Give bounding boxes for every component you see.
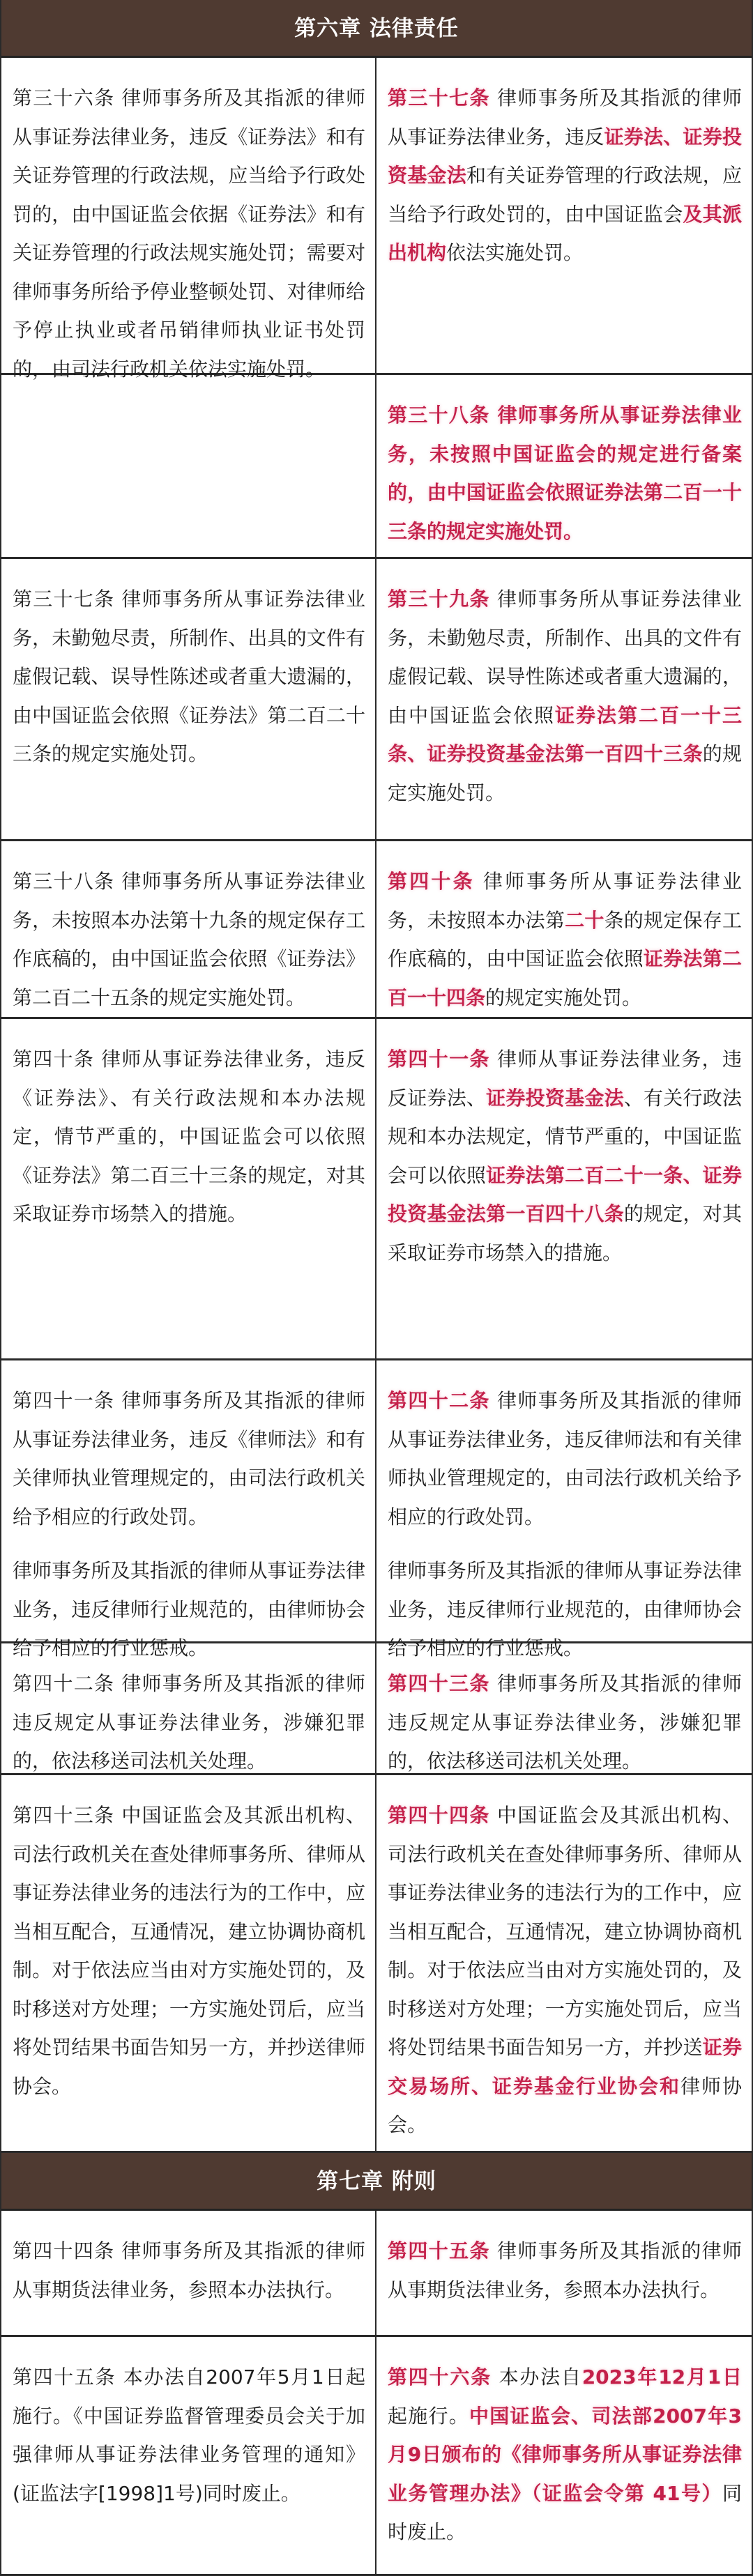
article-text: 第三十八条 律师事务所从事证券法律业务，未按照本办法第十九条的规定保存工作底稿的，由中国证监会依照《证券法》第二百二十五条的规定实施处罚。 — [13, 870, 365, 1009]
article-paragraph — [13, 1381, 365, 1536]
old-article-cell — [1, 1360, 376, 1659]
article-paragraph — [388, 2232, 742, 2309]
highlighted-text: 第四十三条 — [388, 1672, 490, 1695]
old-article-cell — [1, 1643, 376, 1773]
highlighted-text: 第三十八条 律师事务所从事证券法律业务，未按照中国证监会的规定进行备案的，由中国证监会依照证券法第二百一十三条的规定实施处罚。 — [388, 404, 742, 543]
table-row — [1, 559, 752, 841]
article-text: 律师协会。 — [388, 2074, 742, 2136]
article-paragraph — [13, 862, 365, 1017]
table-row — [1, 1775, 752, 2153]
highlighted-text: 证券法第二百一十三条、证券投资基金法第一百四十三条 — [388, 703, 742, 765]
article-text: 的规定实施处罚。 — [388, 742, 742, 804]
article-paragraph — [13, 1040, 365, 1234]
chapter-header: 第七章 附则 — [1, 2153, 752, 2211]
table-row — [1, 58, 752, 381]
chapter-header: 第六章 法律责任 — [1, 0, 752, 58]
old-article-cell — [1, 2337, 376, 2574]
highlighted-text: 二十 — [565, 908, 604, 932]
table-row — [1, 1360, 752, 1659]
highlighted-text: 证券投资基金法 — [486, 1086, 624, 1110]
highlighted-text: 第三十九条 — [388, 588, 490, 611]
highlighted-text: 第四十四条 — [388, 1804, 490, 1827]
highlighted-text: 中国证监会、司法部2007年3月9日颁布的《律师事务所从事证券法律业务管理办法》（证监会令第 41号） — [388, 2404, 742, 2505]
article-text: 同时废止。 — [388, 2481, 742, 2543]
article-text: 起施行。 — [388, 2404, 469, 2428]
old-article-cell — [1, 841, 376, 1017]
article-paragraph — [388, 862, 742, 1017]
article-text: 中国证监会及其派出机构、司法行政机关在查处律师事务所、律师从事证券法律业务的违法行为的工作中，应当相互配合，互通情况，建立协调协商机制。对于依法应当由对方实施处罚的，及时移送对方处理；一方实施处罚后，应当将处罚结果书面告知另一方，并抄送 — [388, 1804, 742, 2059]
new-article-cell — [376, 2211, 752, 2335]
highlighted-text: 证券法第二百二十一条、证券投资基金法第一百四十八条 — [388, 1163, 742, 1225]
table-row — [1, 841, 752, 1019]
article-paragraph — [13, 2358, 365, 2513]
article-paragraph — [388, 2358, 742, 2552]
highlighted-text: 2023年12月1日 — [581, 2366, 742, 2389]
article-paragraph — [388, 79, 742, 273]
new-article-cell — [376, 58, 752, 373]
highlighted-text: 证券交易场所、证券基金行业协会和 — [388, 2036, 742, 2098]
article-text: 第四十四条 律师事务所及其指派的律师从事期货法律业务，参照本办法执行。 — [13, 2239, 365, 2301]
article-text: 第四十一条 律师事务所及其指派的律师从事证券法律业务，违反《律师法》和有关律师执业管理规定的，由司法行政机关给予相应的行政处罚。 — [13, 1389, 365, 1528]
old-article-cell — [1, 58, 376, 381]
article-text: 、有关行政法规和本办法规定，情节严重的，中国证监会可以依照 — [388, 1086, 742, 1187]
highlighted-text: 证券法第二百一十四条 — [388, 947, 742, 1009]
highlighted-text: 及其派出机构 — [388, 202, 742, 264]
table-row — [1, 2337, 752, 2576]
new-article-cell — [376, 375, 752, 557]
highlighted-text: 第四十五条 — [388, 2239, 490, 2262]
new-article-cell — [376, 559, 752, 839]
new-article-cell — [376, 2337, 752, 2574]
article-paragraph — [13, 1664, 365, 1781]
article-paragraph — [388, 1664, 742, 1781]
old-article-cell — [1, 2211, 376, 2335]
table-row — [1, 1019, 752, 1360]
article-text: 律师事务所从事证券法律业务，未按照本办法第 — [388, 870, 742, 932]
highlighted-text: 第四十条 — [388, 870, 475, 893]
article-text: 律师事务所从事证券法律业务，未勤勉尽责，所制作、出具的文件有虚假记载、误导性陈述或者重大遗漏的，由中国证监会依照 — [388, 588, 742, 727]
article-text: 和有关证券管理的行政法规，应当给予行政处罚的，由中国证监会 — [388, 164, 742, 226]
article-text: 律师事务所及其指派的律师从事证券法律业务，违反律师行业规范的，由律师协会给予相应的行业惩戒。 — [388, 1559, 742, 1659]
new-article-cell — [376, 1360, 752, 1659]
table-row — [1, 2211, 752, 2337]
article-paragraph — [388, 396, 742, 551]
highlighted-text: 证券法、证券投资基金法 — [388, 125, 742, 187]
old-article-cell — [1, 1019, 376, 1358]
article-text: 条的规定保存工作底稿的，由中国证监会依照 — [388, 908, 742, 970]
article-text: 第四十条 律师从事证券法律业务，违反《证券法》、有关行政法规和本办法规定，情节严重的，中国证监会可以依照《证券法》第二百三十三条的规定，对其采取证券市场禁入的措施。 — [13, 1048, 365, 1225]
highlighted-text: 第三十七条 — [388, 86, 490, 109]
article-text: 律师事务所及其指派的律师从事证券法律业务，违反律师行业规范的，由律师协会给予相应的行业惩戒。 — [13, 1559, 365, 1659]
article-text: 依法实施处罚。 — [446, 241, 584, 264]
article-text: 的规定，对其采取证券市场禁入的措施。 — [388, 1202, 742, 1264]
new-article-cell — [376, 841, 752, 1017]
article-text: 第四十五条 本办法自2007年5月1日起施行。《中国证券监督管理委员会关于加强律师从事证券法律业务管理的通知》(证监法字[1998]1号)同时废止。 — [13, 2366, 365, 2505]
article-paragraph — [388, 1040, 742, 1272]
article-text: 律师事务所及其指派的律师从事证券法律业务，违反 — [388, 86, 742, 148]
article-text: 第四十二条 律师事务所及其指派的律师违反规定从事证券法律业务，涉嫌犯罪的，依法移送司法机关处理。 — [13, 1672, 365, 1772]
new-article-cell — [376, 1775, 752, 2151]
article-text: 的规定实施处罚。 — [485, 986, 642, 1009]
highlighted-text: 第四十一条 — [388, 1048, 490, 1071]
article-paragraph — [388, 1796, 742, 2145]
new-article-cell — [376, 1643, 752, 1773]
article-text: 律师事务所及其指派的律师从事期货法律业务，参照本办法执行。 — [388, 2239, 742, 2301]
article-paragraph — [13, 1796, 365, 2106]
article-paragraph — [388, 580, 742, 812]
article-text: 律师事务所及其指派的律师从事证券法律业务，违反律师法和有关律师执业管理规定的，由司法行政机关给予相应的行政处罚。 — [388, 1389, 742, 1528]
article-text: 第三十六条 律师事务所及其指派的律师从事证券法律业务，违反《证券法》和有关证券管理的行政法规，应当给予行政处罚的，由中国证监会依据《证券法》和有关证券管理的行政法规实施处罚；需要对律师事务所给予停业整顿处罚、对律师给予停止执业或者吊销律师执业证书处罚的，由司法行政机关依法实施处罚。 — [13, 86, 365, 381]
table-row — [1, 1643, 752, 1775]
highlighted-text: 第四十六条 — [388, 2366, 492, 2389]
old-article-cell — [1, 1775, 376, 2151]
article-paragraph — [13, 2232, 365, 2309]
old-article-cell — [1, 559, 376, 839]
article-text: 律师事务所及其指派的律师违反规定从事证券法律业务，涉嫌犯罪的，依法移送司法机关处理。 — [388, 1672, 742, 1772]
article-paragraph — [13, 79, 365, 388]
table-row — [1, 375, 752, 559]
highlighted-text: 第四十二条 — [388, 1389, 490, 1412]
article-text: 第三十七条 律师事务所从事证券法律业务，未勤勉尽责，所制作、出具的文件有虚假记载、误导性陈述或者重大遗漏的，由中国证监会依照《证券法》第二百二十三条的规定实施处罚。 — [13, 588, 365, 765]
article-paragraph — [388, 1381, 742, 1536]
new-article-cell — [376, 1019, 752, 1358]
article-text: 本办法自 — [491, 2366, 582, 2389]
article-paragraph — [13, 580, 365, 774]
article-text: 第四十三条 中国证监会及其派出机构、司法行政机关在查处律师事务所、律师从事证券法律业务的违法行为的工作中，应当相互配合，互通情况，建立协调协商机制。对于依法应当由对方实施处罚的，及时移送对方处理；一方实施处罚后，应当将处罚结果书面告知另一方，并抄送律师协会。 — [13, 1804, 365, 2098]
article-text: 律师从事证券法律业务，违反证券法、 — [388, 1048, 742, 1110]
old-article-cell — [1, 375, 376, 557]
